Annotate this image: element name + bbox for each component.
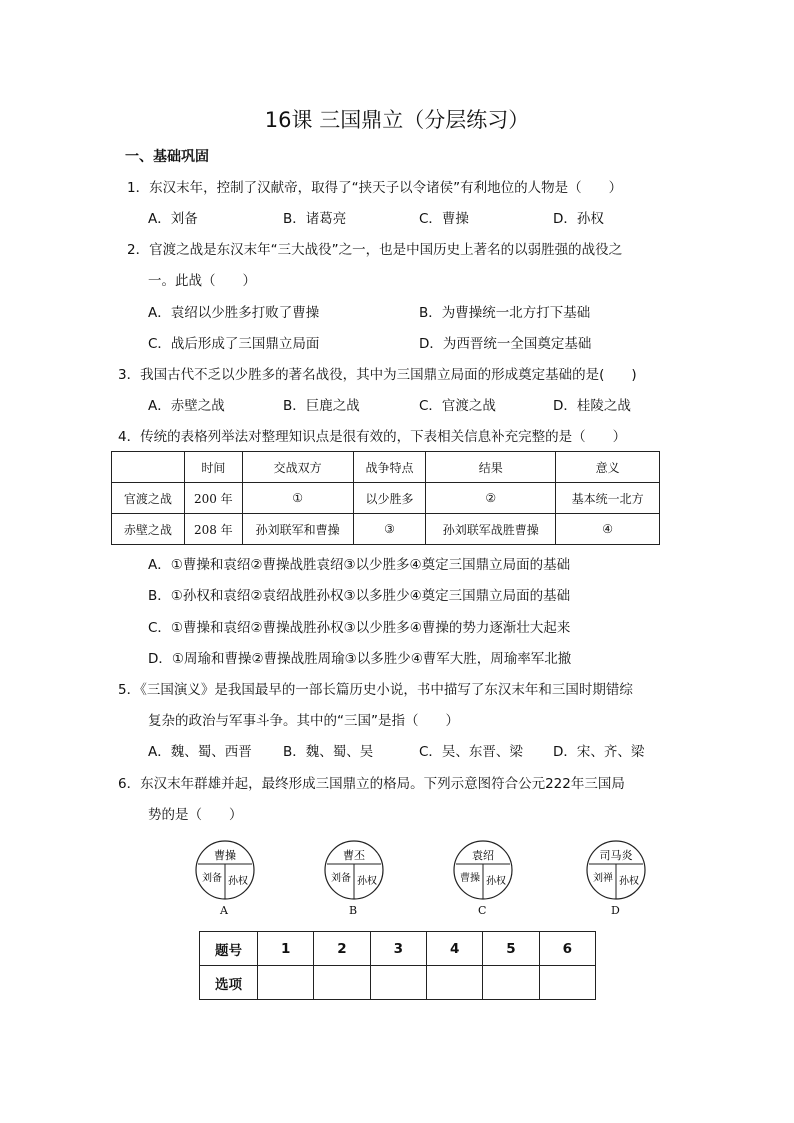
q4-option-a: A．①曹操和袁绍②曹操战胜袁绍③以少胜多④奠定三国鼎立局面的基础 xyxy=(148,557,571,573)
answer-table-row-label: 题号 xyxy=(200,932,258,966)
diagram-c-right: 孙权 xyxy=(486,876,506,887)
three-kingdoms-pie-icon xyxy=(584,840,648,900)
three-kingdoms-pie-icon xyxy=(193,840,257,900)
table-cell: 赤壁之战 xyxy=(112,514,185,545)
table-header-cell: 战争特点 xyxy=(353,452,426,483)
table-cell: ④ xyxy=(556,514,660,545)
table-cell: ① xyxy=(242,483,353,514)
q2-option-c: C．战后形成了三国鼎立局面 xyxy=(148,336,320,352)
diagram-a-letter: A xyxy=(220,904,228,917)
q3-option-d: D．桂陵之战 xyxy=(553,398,631,414)
q6-stem-line2: 势的是（ ） xyxy=(148,807,243,823)
answer-cell[interactable] xyxy=(370,966,426,1000)
section-heading: 一、基础巩固 xyxy=(125,149,209,165)
q1-option-c: C．曹操 xyxy=(419,211,469,227)
diagram-d-letter: D xyxy=(611,904,620,917)
answer-table-number: 3 xyxy=(370,932,426,966)
q1-option-d: D．孙权 xyxy=(553,211,604,227)
three-kingdoms-pie-icon xyxy=(322,840,386,900)
q5-option-c: C．吴、东晋、梁 xyxy=(419,744,523,760)
table-header-cell: 结果 xyxy=(426,452,556,483)
diagram-c-top: 袁绍 xyxy=(472,849,494,862)
table-header-cell: 意义 xyxy=(556,452,660,483)
table-cell: 孙刘联军战胜曹操 xyxy=(426,514,556,545)
q5-option-b: B．魏、蜀、吴 xyxy=(283,744,374,760)
answer-table-number: 1 xyxy=(258,932,314,966)
diagram-a-top: 曹操 xyxy=(214,849,236,862)
answer-cell[interactable] xyxy=(258,966,314,1000)
diagram-c-left: 曹操 xyxy=(460,873,480,884)
q5-stem-line2: 复杂的政治与军事斗争。其中的“三国”是指（ ） xyxy=(148,713,459,729)
answer-cell[interactable] xyxy=(426,966,482,1000)
table-cell: 官渡之战 xyxy=(112,483,185,514)
answer-table xyxy=(199,931,596,1000)
table-header-cell: 时间 xyxy=(184,452,242,483)
q6-stem-line1: 6．东汉末年群雄并起，最终形成三国鼎立的格局。下列示意图符合公元222年三国局 xyxy=(118,776,625,792)
diagram-d-left: 刘禅 xyxy=(593,873,613,884)
diagram-a-left: 刘备 xyxy=(202,873,222,884)
table-cell: 以少胜多 xyxy=(353,483,426,514)
diagram-b-left: 刘备 xyxy=(331,873,351,884)
page-title: 16课 三国鼎立（分层练习） xyxy=(264,108,530,132)
answer-table-number-row xyxy=(200,932,596,966)
table-cell: 200 年 xyxy=(184,483,242,514)
q3-option-c: C．官渡之战 xyxy=(419,398,496,414)
q3-option-a: A．赤壁之战 xyxy=(148,398,225,414)
diagram-d-top: 司马炎 xyxy=(599,849,633,862)
answer-cell[interactable] xyxy=(314,966,370,1000)
q2-option-d: D．为西晋统一全国奠定基础 xyxy=(419,336,592,352)
table-header-cell: 交战双方 xyxy=(242,452,353,483)
table-cell: 基本统一北方 xyxy=(556,483,660,514)
answer-table-number: 4 xyxy=(426,932,482,966)
table-cell: 208 年 xyxy=(184,514,242,545)
diagram-a xyxy=(193,840,257,917)
answer-table-answer-row xyxy=(200,966,596,1000)
q4-info-table xyxy=(111,451,660,545)
diagram-c xyxy=(451,840,515,917)
q2-option-a: A．袁绍以少胜多打败了曹操 xyxy=(148,305,320,321)
answer-table-number: 6 xyxy=(539,932,595,966)
table-row xyxy=(112,483,660,514)
q4-option-d: D．①周瑜和曹操②曹操战胜周瑜③以多胜少④曹军大胜，周瑜率军北撤 xyxy=(148,651,572,667)
diagram-b-top: 曹丕 xyxy=(343,849,365,862)
q1-option-a: A．刘备 xyxy=(148,211,198,227)
q1-stem: 1．东汉末年，控制了汉献帝，取得了“挟天子以令诸侯”有利地位的人物是（ ） xyxy=(127,180,623,196)
q5-option-a: A．魏、蜀、西晋 xyxy=(148,744,252,760)
diagram-d xyxy=(584,840,648,917)
q5-option-d: D．宋、齐、梁 xyxy=(553,744,645,760)
table-header-cell xyxy=(112,452,185,483)
q4-option-c: C．①曹操和袁绍②曹操战胜孙权③以少胜多④曹操的势力逐渐壮大起来 xyxy=(148,620,571,636)
q5-stem-line1: 5．《三国演义》是我国最早的一部长篇历史小说，书中描写了东汉末年和三国时期错综 xyxy=(118,682,633,698)
answer-table-number: 5 xyxy=(483,932,539,966)
answer-cell[interactable] xyxy=(483,966,539,1000)
q4-option-b: B．①孙权和袁绍②袁绍战胜孙权③以多胜少④奠定三国鼎立局面的基础 xyxy=(148,588,571,604)
diagram-b-letter: B xyxy=(349,904,358,917)
answer-table-row-label: 选项 xyxy=(200,966,258,1000)
answer-cell[interactable] xyxy=(539,966,595,1000)
q3-stem: 3．我国古代不乏以少胜多的著名战役，其中为三国鼎立局面的形成奠定基础的是( ) xyxy=(118,367,637,383)
q4-stem: 4．传统的表格列举法对整理知识点是很有效的，下表相关信息补充完整的是（ ） xyxy=(118,429,627,445)
q2-stem-line2: 一。此战（ ） xyxy=(148,273,256,289)
answer-table-number: 2 xyxy=(314,932,370,966)
q2-stem-line1: 2．官渡之战是东汉末年“三大战役”之一，也是中国历史上著名的以弱胜强的战役之 xyxy=(127,242,623,258)
q3-option-b: B．巨鹿之战 xyxy=(283,398,360,414)
table-cell: ② xyxy=(426,483,556,514)
q2-option-b: B．为曹操统一北方打下基础 xyxy=(419,305,591,321)
q1-option-b: B．诸葛亮 xyxy=(283,211,347,227)
diagram-b-right: 孙权 xyxy=(357,876,377,887)
table-header-row xyxy=(112,452,660,483)
table-row xyxy=(112,514,660,545)
diagram-d-right: 孙权 xyxy=(619,876,639,887)
table-cell: 孙刘联军和曹操 xyxy=(242,514,353,545)
diagram-c-letter: C xyxy=(478,904,487,917)
table-cell: ③ xyxy=(353,514,426,545)
diagram-a-right: 孙权 xyxy=(228,876,248,887)
three-kingdoms-pie-icon xyxy=(451,840,515,900)
diagram-b xyxy=(322,840,386,917)
